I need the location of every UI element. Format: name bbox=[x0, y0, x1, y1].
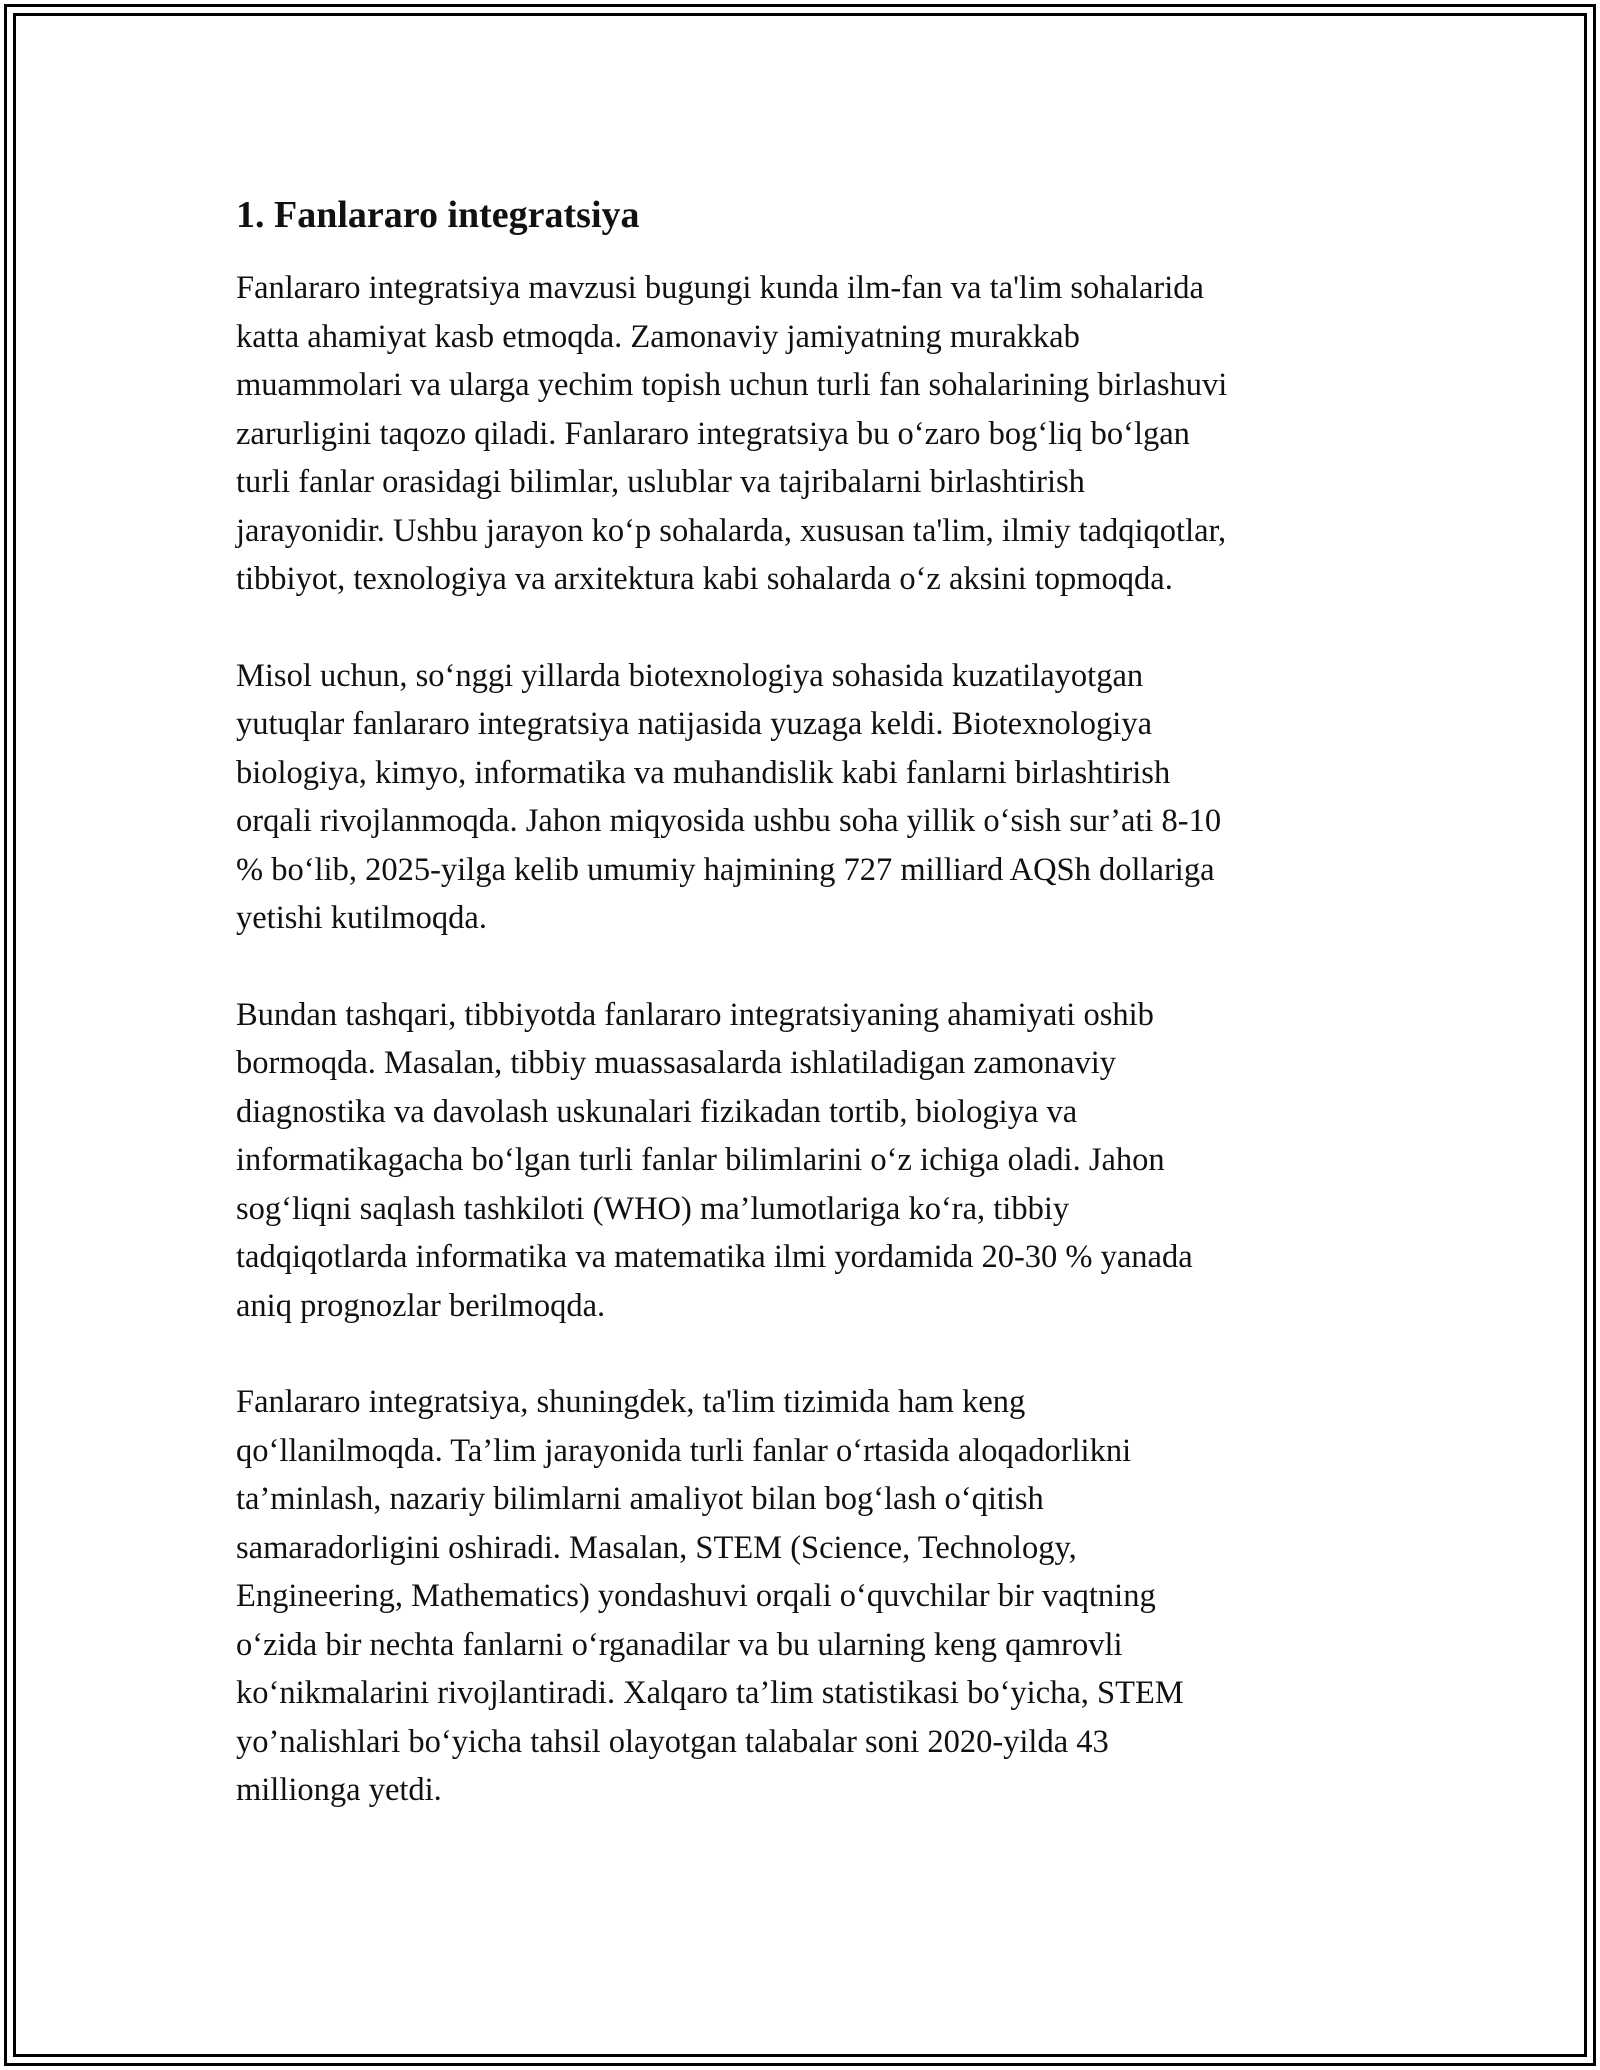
paragraph-4: Fanlararo integratsiya, shuningdek, ta'lim tizimida ham keng qo‘llanilmoqda. Ta’lim jarayonida turli fanlar o‘rtasida aloqadorlikni ta’minlash, nazariy bilimlarni amaliyot bilan bog‘lash o‘qitish samaradorligini oshiradi. Masalan, STEM (Science, Technology, Engineering, Mathematics) yondashuvi orqali o‘quvchilar bir vaqtning o‘zida bir nechta fanlarni o‘rganadilar va bu ularning keng qamrovli ko‘nikmalarini rivojlantiradi. Xalqaro ta’lim statistikasi bo‘yicha, STEM yo’nalishlari bo‘yicha tahsil olayotgan talabalar soni 2020-yilda 43 millionga yetdi. bbox=[236, 1384, 1184, 1808]
paragraph-1: Fanlararo integratsiya mavzusi bugungi kunda ilm-fan va ta'lim sohalarida katta ahamiyat kasb etmoqda. Zamonaviy jamiyatning murakkab muammolari va ularga yechim topish uchun turli fan sohalarining birlashuvi zarurligini taqozo qiladi. Fanlararo integratsiya bu o‘zaro bog‘liq bo‘lgan turli fanlar orasidagi bilimlar, uslublar va tajribalarni birlashtirish jarayonidir. Ushbu jarayon ko‘p sohalarda, xususan ta'lim, ilmiy tadqiqotlar, tibbiyot, texnologiya va arxitektura kabi sohalarda o‘z aksini topmoqda. bbox=[236, 270, 1228, 597]
section-heading: 1. Fanlararo integratsiya bbox=[236, 194, 640, 236]
paragraph-3: Bundan tashqari, tibbiyotda fanlararo integratsiyaning ahamiyati oshib bormoqda. Masalan, tibbiy muassasalarda ishlatiladigan zamonaviy diagnostika va davolash uskunalari fizikadan tortib, biologiya va informatikagacha bo‘lgan turli fanlar bilimlarini o‘z ichiga oladi. Jahon sog‘liqni saqlash tashkiloti (WHO) ma’lumotlariga ko‘ra, tibbiy tadqiqotlarda informatika va matematika ilmi yordamida 20-30 % yanada aniq prognozlar berilmoqda. bbox=[236, 996, 1193, 1324]
paragraph-2: Misol uchun, so‘nggi yillarda biotexnologiya sohasida kuzatilayotgan yutuqlar fanlararo integratsiya natijasida yuzaga keldi. Biotexnologiya biologiya, kimyo, informatika va muhandislik kabi fanlarni birlashtirish orqali rivojlanmoqda. Jahon miqyosida ushbu soha yillik o‘sish sur’ati 8-10 % bo‘lib, 2025-yilga kelib umumiy hajmining 727 milliard AQSh dollariga yetishi kutilmoqda. bbox=[236, 657, 1222, 936]
document-body bbox=[236, 188, 1366, 1863]
